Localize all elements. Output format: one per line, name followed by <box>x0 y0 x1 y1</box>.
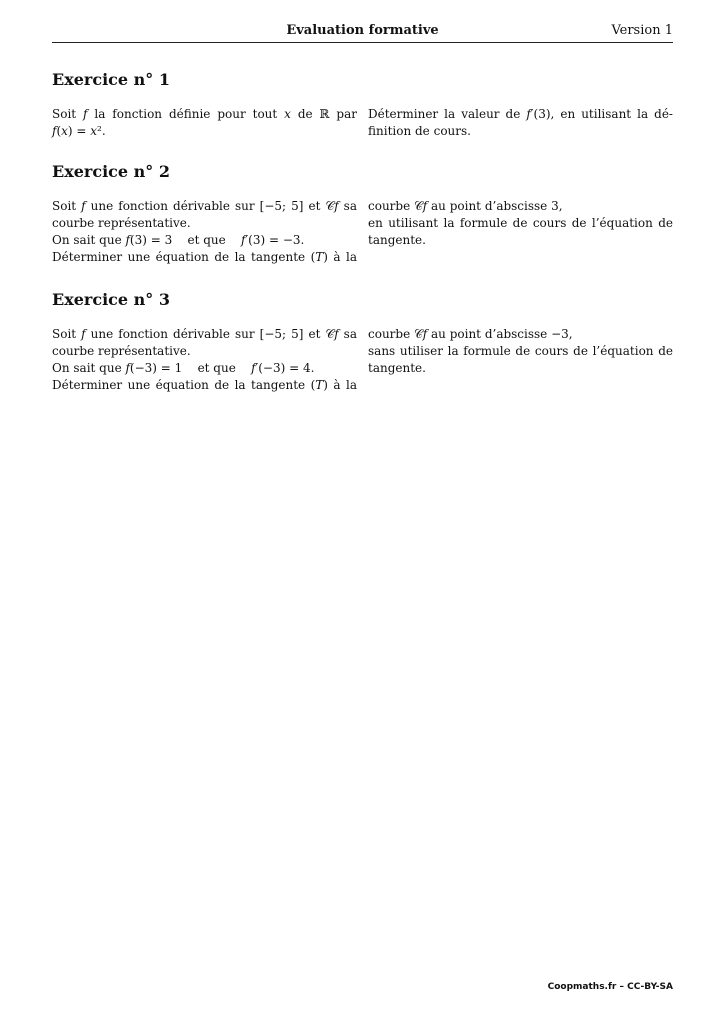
text-line: Soit 𝑓 la fonction définie pour tout 𝑥 de ℝ par <box>52 107 357 121</box>
text-line: Déterminer une équation de la tangente (𝑇) à la <box>52 250 357 264</box>
text-line: courbe 𝒞𝑓 au point d’abscisse 3, <box>368 199 563 213</box>
exercise-left-column <box>52 106 357 140</box>
text-line: tangente. <box>368 233 426 247</box>
text-line: Soit 𝑓 une fonction dérivable sur [−5; 5] et 𝒞𝑓 sa <box>52 327 357 341</box>
text-line: courbe 𝒞𝑓 au point d’abscisse −3, <box>368 327 573 341</box>
exercise-1 <box>52 70 673 138</box>
page-header <box>52 22 673 43</box>
exercise-title: Exercice n° 2 <box>52 162 170 181</box>
text-line: courbe représentative. <box>52 216 191 230</box>
text-line: Déterminer la valeur de 𝑓′(3), en utilisant la dé- <box>368 107 673 121</box>
text-line: en utilisant la formule de cours de l’équation de <box>368 216 673 230</box>
exercise-left-column <box>52 326 357 394</box>
header-title: Evaluation formative <box>286 23 439 38</box>
header-version: Version 1 <box>611 23 673 38</box>
text-line: Déterminer une équation de la tangente (𝑇) à la <box>52 378 357 392</box>
exercise-left-column <box>52 198 357 266</box>
text-line: 𝑓(𝑥) = 𝑥². <box>52 124 106 138</box>
exercise-right-column <box>368 198 673 249</box>
text-line: tangente. <box>368 361 426 375</box>
exercise-title: Exercice n° 1 <box>52 70 170 89</box>
text-line: courbe représentative. <box>52 344 191 358</box>
text-line: Soit 𝑓 une fonction dérivable sur [−5; 5] et 𝒞𝑓 sa <box>52 199 357 213</box>
text-line: finition de cours. <box>368 124 471 138</box>
footer-credit: Coopmaths.fr – CC-BY-SA <box>547 982 673 992</box>
exercise-right-column <box>368 106 673 140</box>
text-line: sans utiliser la formule de cours de l’équation de <box>368 344 673 358</box>
exercise-right-column <box>368 326 673 377</box>
exercise-3 <box>52 290 673 392</box>
exercise-title: Exercice n° 3 <box>52 290 170 309</box>
text-line: On sait que 𝑓(3) = 3 et que 𝑓′(3) = −3. <box>52 233 305 247</box>
text-line: On sait que 𝑓(−3) = 1 et que 𝑓′(−3) = 4. <box>52 361 315 375</box>
exercise-2 <box>52 162 673 264</box>
